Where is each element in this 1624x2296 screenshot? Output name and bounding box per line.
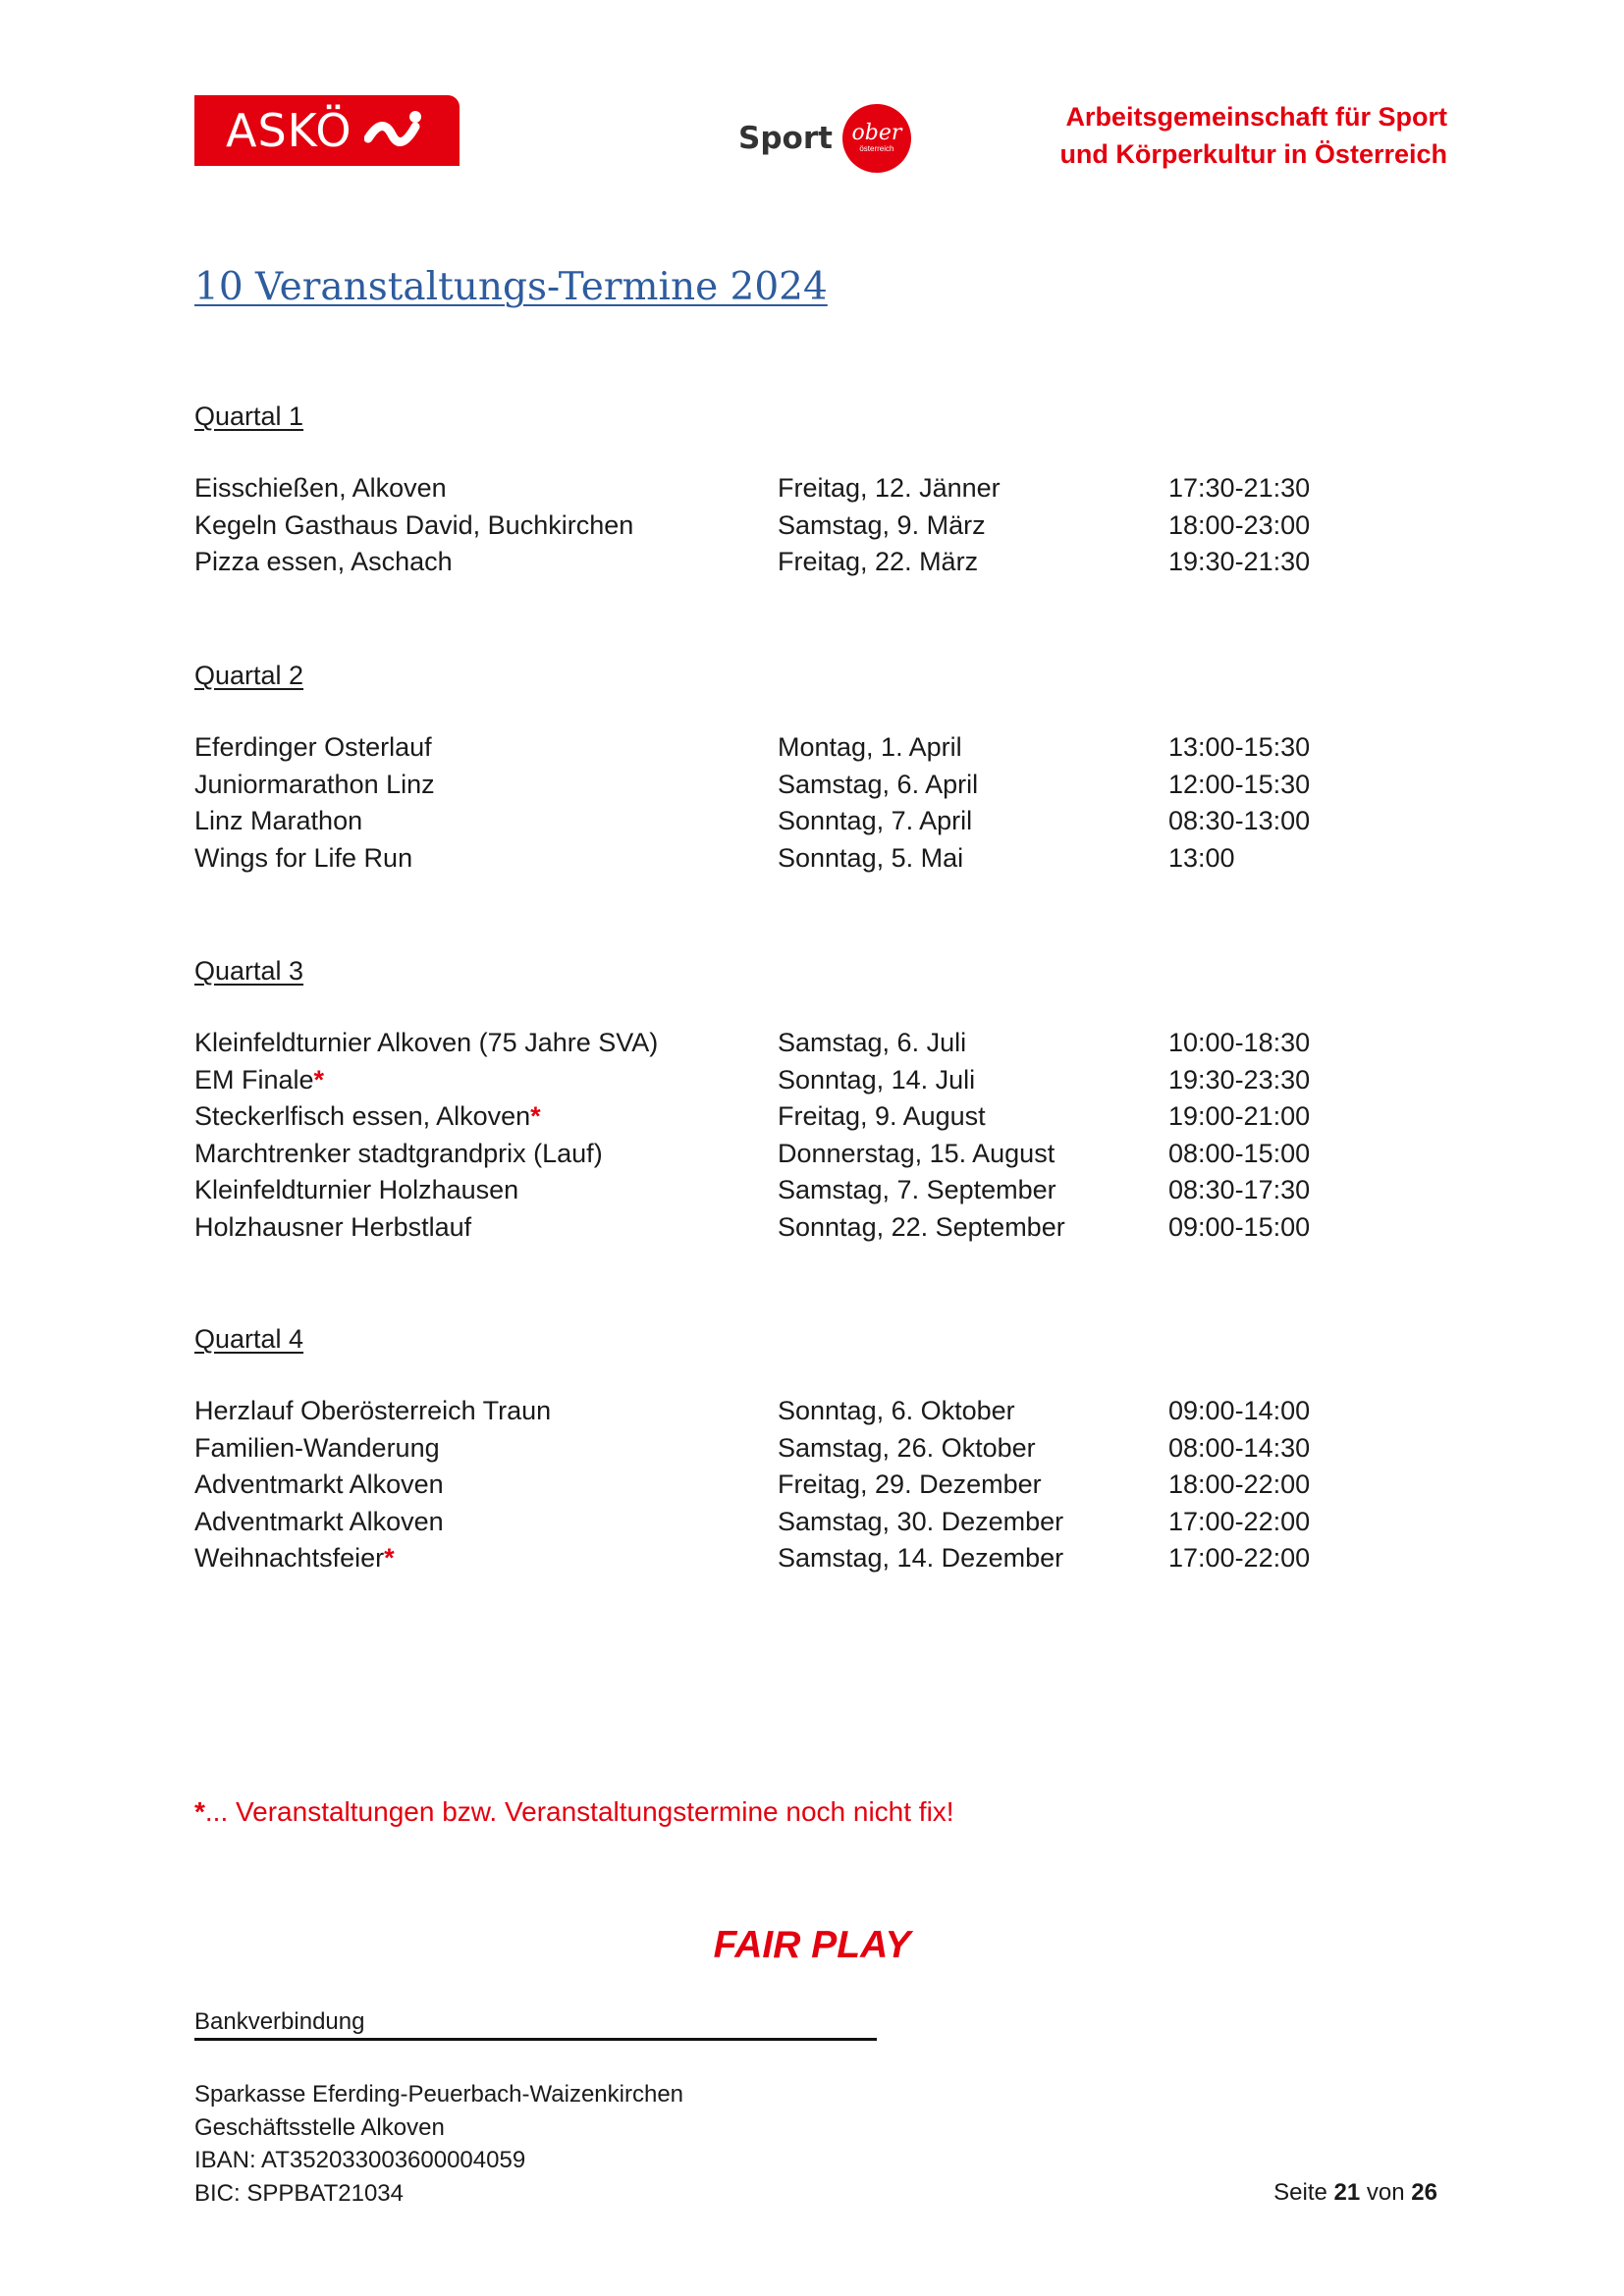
event-date: Montag, 1. April [778,732,962,762]
event-row [194,544,1432,581]
ober-circle-icon [842,104,911,173]
event-date: Donnerstag, 15. August [778,1138,1056,1168]
not-fixed-marker: * [384,1543,395,1573]
quarter-heading: Quartal 2 [194,661,304,690]
quarter-heading: Quartal 3 [194,956,304,986]
event-date: Freitag, 9. August [778,1101,986,1131]
event-row [194,1467,1432,1504]
event-name-cell [194,1062,778,1099]
event-time: 19:30-23:30 [1168,1064,1311,1095]
event-name: Herzlauf Oberösterreich Traun [194,1396,552,1425]
event-name-cell [194,1172,778,1209]
event-time: 08:30-17:30 [1168,1175,1311,1204]
event-time: 08:30-13:00 [1168,806,1311,835]
page-number [1273,2176,1437,2210]
sport-logo-text: Sport [738,121,833,156]
bank-bic: BIC: SPPBAT21034 [194,2179,404,2207]
event-row [194,767,1432,804]
event-name: Juniormarathon Linz [194,769,435,799]
event-name: Kleinfeldturnier Holzhausen [194,1175,519,1204]
event-date: Samstag, 30. Dezember [778,1506,1064,1536]
event-name: Adventmarkt Alkoven [194,1469,444,1499]
event-name: Holzhausner Herbstlauf [194,1211,472,1242]
event-row [194,1209,1432,1247]
event-name-cell [194,1025,778,1062]
event-time: 13:00-15:30 [1168,732,1311,762]
footnote-star: * [194,1796,205,1827]
event-name: Marchtrenker stadtgrandprix (Lauf) [194,1138,603,1168]
event-name: Kegeln Gasthaus David, Buchkirchen [194,509,634,540]
event-name-cell [194,470,778,507]
event-date: Sonntag, 5. Mai [778,842,964,873]
event-date: Sonntag, 14. Juli [778,1064,976,1095]
event-name-cell [194,840,778,878]
org-line-2: und Körperkultur in Österreich [1059,139,1447,169]
quarter-1 [194,399,1432,581]
ober-logo-text: ober [851,121,902,145]
event-time: 17:30-21:30 [1168,473,1311,503]
page-middle: von [1366,2179,1405,2206]
event-date: Samstag, 9. März [778,509,986,540]
event-name-cell [194,1467,778,1504]
event-row [194,1393,1432,1430]
quarter-3 [194,953,1432,1246]
event-name-cell [194,544,778,581]
event-row [194,1430,1432,1468]
fair-play-slogan: FAIR PLAY [713,1924,911,1966]
event-name-cell [194,1098,778,1136]
quarter-heading: Quartal 4 [194,1324,304,1354]
event-row [194,1540,1432,1577]
event-time: 18:00-23:00 [1168,509,1311,540]
event-time: 13:00 [1168,842,1235,873]
not-fixed-marker: * [313,1064,325,1095]
asko-swoosh-icon [364,109,429,152]
event-row [194,1062,1432,1099]
event-row [194,1504,1432,1541]
event-date: Samstag, 26. Oktober [778,1432,1036,1463]
event-time: 17:00-22:00 [1168,1506,1311,1536]
event-time: 08:00-15:00 [1168,1138,1311,1168]
event-time: 10:00-18:30 [1168,1028,1311,1057]
event-name: Pizza essen, Aschach [194,547,453,576]
event-date: Samstag, 14. Dezember [778,1543,1064,1573]
quarter-heading: Quartal 1 [194,401,304,431]
event-date: Freitag, 29. Dezember [778,1469,1042,1499]
event-row [194,1172,1432,1209]
event-name: Steckerlfisch essen, Alkoven [194,1101,531,1131]
event-date: Sonntag, 6. Oktober [778,1396,1015,1425]
event-date: Freitag, 12. Jänner [778,473,1001,503]
oesterreich-logo-text: österreich [859,144,894,153]
event-row [194,470,1432,507]
event-name: Linz Marathon [194,806,363,835]
event-time: 17:00-22:00 [1168,1543,1311,1573]
event-time: 18:00-22:00 [1168,1469,1311,1499]
event-row [194,1136,1432,1173]
quarter-2 [194,658,1432,877]
event-row [194,507,1432,545]
event-name-cell [194,1136,778,1173]
org-line-1: Arbeitsgemeinschaft für Sport [1065,102,1447,132]
quarter-4 [194,1321,1432,1577]
event-name-cell [194,1540,778,1577]
bank-details [194,2078,683,2210]
bank-name: Sparkasse Eferding-Peuerbach-Waizenkirchen [194,2081,684,2108]
event-name: Eisschießen, Alkoven [194,473,447,503]
event-name-cell [194,1393,778,1430]
event-time: 09:00-14:00 [1168,1396,1311,1425]
event-name-cell [194,1504,778,1541]
event-date: Samstag, 6. Juli [778,1028,967,1057]
event-row [194,1098,1432,1136]
event-row [194,840,1432,878]
event-row [194,729,1432,767]
event-name: Adventmarkt Alkoven [194,1506,444,1536]
page-total: 26 [1411,2179,1437,2206]
event-name: Kleinfeldturnier Alkoven (75 Jahre SVA) [194,1028,659,1057]
event-date: Samstag, 6. April [778,769,979,799]
event-date: Sonntag, 7. April [778,806,973,835]
event-time: 19:30-21:30 [1168,547,1311,576]
event-name-cell [194,1209,778,1247]
event-date: Freitag, 22. März [778,547,979,576]
event-row [194,803,1432,840]
asko-logo-text: ASKÖ [226,104,352,157]
event-date: Sonntag, 22. September [778,1211,1065,1242]
bank-branch: Geschäftsstelle Alkoven [194,2113,445,2141]
event-time: 12:00-15:30 [1168,769,1311,799]
page-prefix: Seite [1273,2179,1327,2206]
event-date: Samstag, 7. September [778,1175,1056,1204]
bank-iban: IBAN: AT352033003600004059 [194,2147,526,2173]
event-name-cell [194,803,778,840]
organization-name [1059,98,1447,173]
event-time: 19:00-21:00 [1168,1101,1311,1131]
event-name-cell [194,1430,778,1468]
event-time: 08:00-14:30 [1168,1432,1311,1463]
event-name: Eferdinger Osterlauf [194,732,432,762]
event-name-cell [194,729,778,767]
sport-ober-logo [738,104,911,173]
page-title: 10 Veranstaltungs-Termine 2024 [194,265,828,309]
event-name: Weihnachtsfeier [194,1543,385,1573]
not-fixed-marker: * [530,1101,541,1131]
bank-heading: Bankverbindung [194,2008,877,2041]
event-name: Familien-Wanderung [194,1432,440,1463]
footnote-not-fixed [194,1796,954,1828]
footnote-text: ... Veranstaltungen bzw. Veranstaltungstermine noch nicht fix! [204,1796,954,1827]
asko-logo [194,95,460,166]
event-name-cell [194,767,778,804]
event-name: EM Finale [194,1064,314,1095]
event-name-cell [194,507,778,545]
page-current: 21 [1333,2179,1361,2206]
event-time: 09:00-15:00 [1168,1211,1311,1242]
event-row [194,1025,1432,1062]
event-name: Wings for Life Run [194,842,413,873]
